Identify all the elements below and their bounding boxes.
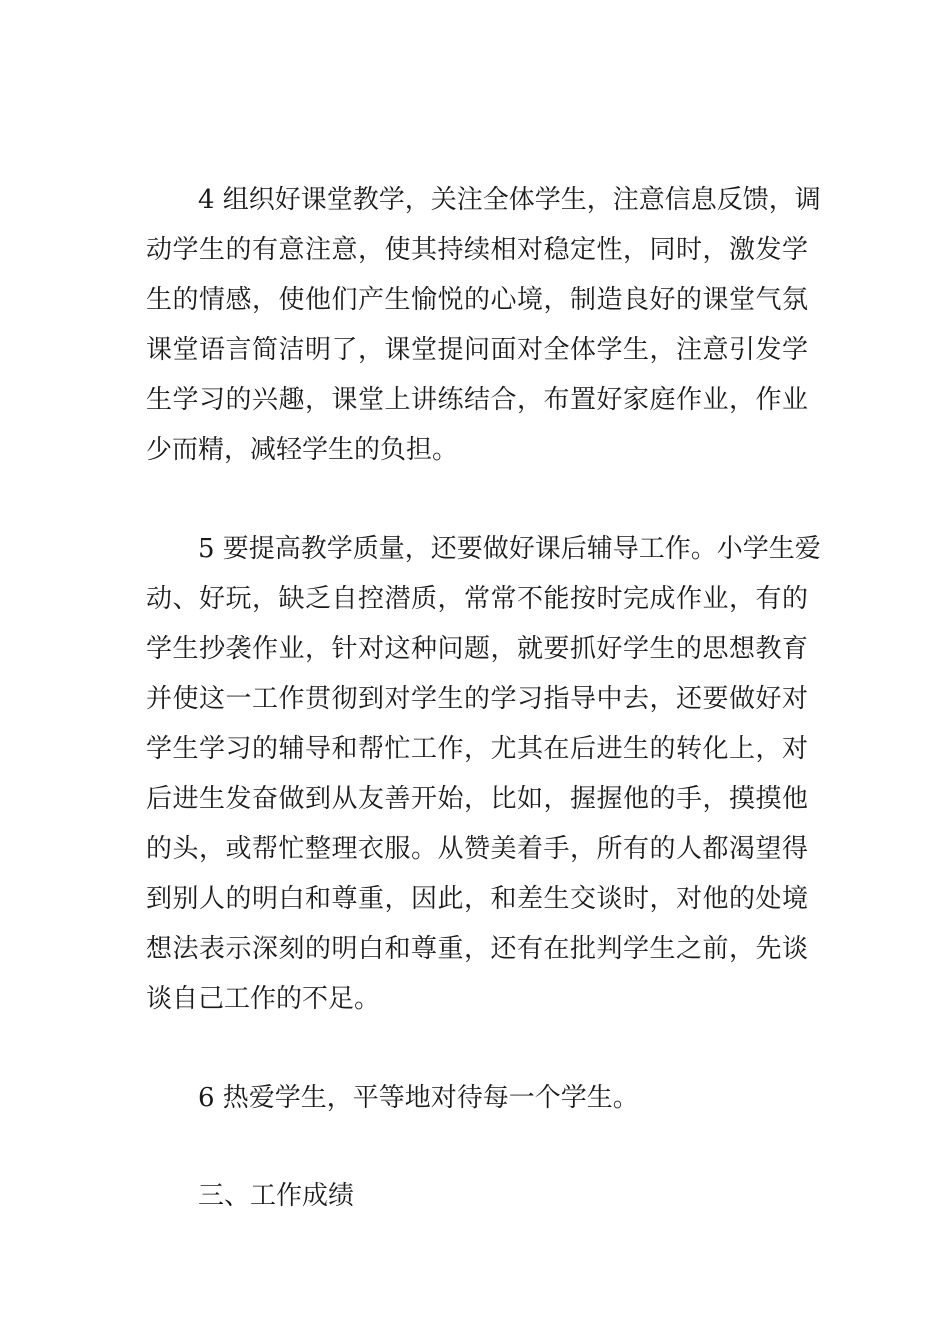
paragraph-line: 少而精，减轻学生的负担。 [146,435,459,465]
paragraph-line: 课堂语言简洁明了，课堂提问面对全体学生，注意引发学 [146,335,808,365]
paragraph-line: 生的情感，使他们产生愉悦的心境，制造良好的课堂气氛 [146,285,808,315]
section-heading-text: 三、工作成绩 [198,1181,355,1211]
paragraph-4 [146,175,821,475]
paragraph-line: 谈自己工作的不足。 [146,984,381,1014]
paragraph-line: 后进生发奋做到从友善开始，比如，握握他的手，摸摸他 [146,784,808,814]
paragraph-line: 学生抄袭作业，针对这种问题，就要抓好学生的思想教育 [146,634,808,664]
paragraph-line: 动学生的有意注意，使其持续相对稳定性，同时，激发学 [146,235,808,265]
paragraph-line: 并使这一工作贯彻到对学生的学习指导中去，还要做好对 [146,684,808,714]
paragraph-5 [146,524,821,1024]
paragraph-line: 5 要提高教学质量，还要做好课后辅导工作。小学生爱 [198,534,821,564]
paragraph-line: 生学习的兴趣，课堂上讲练结合，布置好家庭作业，作业 [146,385,808,415]
paragraph-6 [146,1073,808,1123]
section-heading [146,1171,808,1221]
paragraph-line: 动、好玩，缺乏自控潜质，常常不能按时完成作业，有的 [146,584,808,614]
paragraph-line: 的头，或帮忙整理衣服。从赞美着手，所有的人都渴望得 [146,834,808,864]
paragraph-line: 到别人的明白和尊重，因此，和差生交谈时，对他的处境 [146,884,808,914]
paragraph-line: 4 组织好课堂教学，关注全体学生，注意信息反馈，调 [198,185,821,215]
paragraph-line: 6 热爱学生，平等地对待每一个学生。 [198,1083,639,1113]
paragraph-line: 想法表示深刻的明白和尊重，还有在批判学生之前，先谈 [146,934,808,964]
paragraph-line: 学生学习的辅导和帮忙工作，尤其在后进生的转化上，对 [146,734,808,764]
